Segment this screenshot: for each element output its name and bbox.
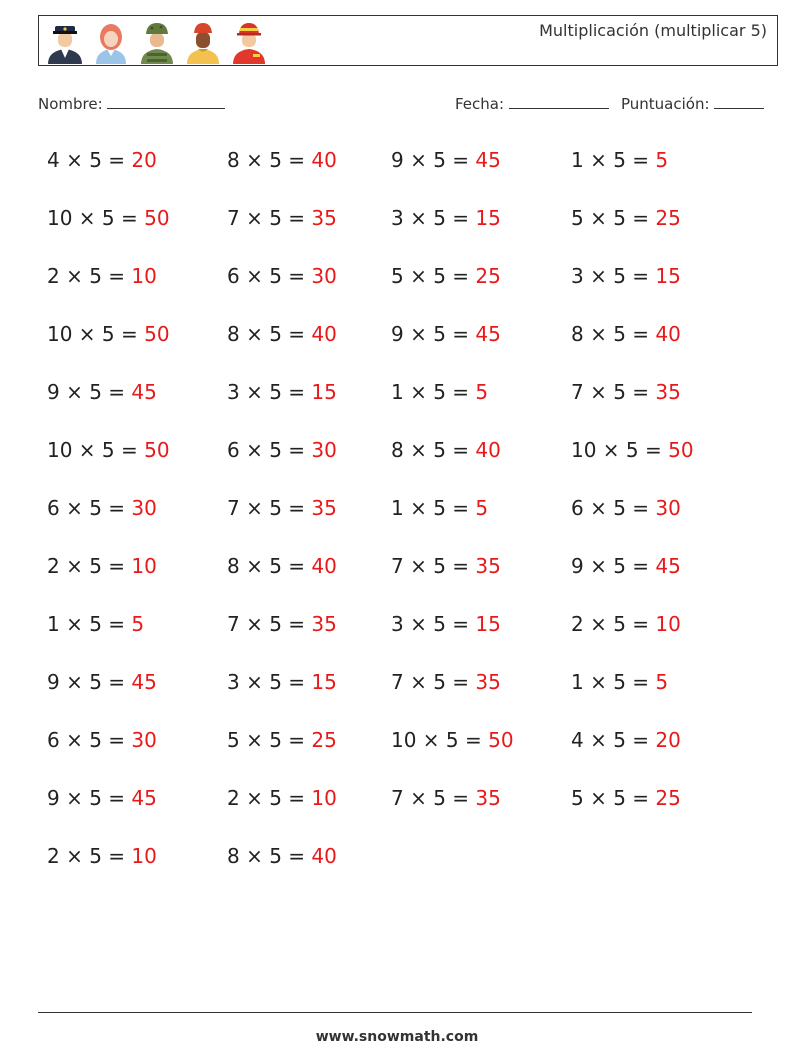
name-label: Nombre: [38, 95, 103, 113]
problem-question: 3 × 5 = [391, 206, 470, 230]
problem-answer: 30 [131, 728, 157, 752]
problem-answer: 10 [131, 554, 157, 578]
problem-question: 1 × 5 = [391, 496, 470, 520]
problem-question: 1 × 5 = [571, 148, 650, 172]
problem-item [47, 612, 144, 636]
problem-item [571, 728, 681, 752]
problem-item [391, 322, 501, 346]
problem-question: 7 × 5 = [391, 670, 470, 694]
problem-answer: 50 [144, 322, 170, 346]
problem-question: 7 × 5 = [571, 380, 650, 404]
problem-question: 6 × 5 = [227, 438, 306, 462]
problem-item [571, 264, 681, 288]
problem-question: 10 × 5 = [47, 206, 138, 230]
problem-answer: 40 [311, 554, 337, 578]
date-field [455, 94, 609, 113]
problem-question: 10 × 5 = [47, 438, 138, 462]
problem-question: 8 × 5 = [227, 554, 306, 578]
problem-answer: 15 [475, 206, 501, 230]
problem-question: 9 × 5 = [47, 380, 126, 404]
problem-answer: 25 [655, 786, 681, 810]
problem-answer: 35 [311, 496, 337, 520]
problem-answer: 40 [311, 844, 337, 868]
name-blank[interactable] [107, 94, 225, 109]
problem-question: 1 × 5 = [47, 612, 126, 636]
problem-question: 8 × 5 = [391, 438, 470, 462]
problem-question: 2 × 5 = [47, 844, 126, 868]
problem-answer: 45 [131, 670, 157, 694]
problem-question: 7 × 5 = [227, 206, 306, 230]
problem-answer: 50 [668, 438, 694, 462]
problem-item [391, 206, 501, 230]
problem-question: 6 × 5 = [47, 496, 126, 520]
problem-question: 2 × 5 = [571, 612, 650, 636]
problem-question: 10 × 5 = [571, 438, 662, 462]
date-label: Fecha: [455, 95, 505, 113]
problem-question: 7 × 5 = [391, 554, 470, 578]
problem-question: 5 × 5 = [227, 728, 306, 752]
problem-question: 9 × 5 = [571, 554, 650, 578]
problem-item [571, 496, 681, 520]
problem-question: 8 × 5 = [227, 148, 306, 172]
problem-answer: 20 [655, 728, 681, 752]
problem-item [571, 554, 681, 578]
problem-answer: 50 [144, 206, 170, 230]
problem-item [47, 380, 157, 404]
problem-item [391, 264, 501, 288]
problem-answer: 40 [475, 438, 501, 462]
problem-item [227, 380, 337, 404]
problem-item [47, 322, 170, 346]
problem-item [227, 844, 337, 868]
problem-item [571, 670, 668, 694]
problem-item [47, 264, 157, 288]
problem-question: 3 × 5 = [227, 380, 306, 404]
score-blank[interactable] [714, 94, 764, 109]
problem-question: 8 × 5 = [227, 844, 306, 868]
problem-answer: 25 [475, 264, 501, 288]
problem-answer: 5 [131, 612, 145, 636]
problem-question: 7 × 5 = [227, 612, 306, 636]
soldier-icon [137, 18, 177, 64]
problem-item [227, 206, 337, 230]
woman-icon [91, 18, 131, 64]
problem-answer: 40 [311, 322, 337, 346]
problem-item [391, 438, 501, 462]
problem-item [227, 322, 337, 346]
problem-item [391, 496, 488, 520]
problem-answer: 30 [311, 264, 337, 288]
problem-question: 7 × 5 = [227, 496, 306, 520]
problem-answer: 40 [655, 322, 681, 346]
worker-icon [183, 18, 223, 64]
problem-answer: 15 [655, 264, 681, 288]
problem-question: 9 × 5 = [47, 786, 126, 810]
problem-question: 5 × 5 = [571, 786, 650, 810]
problem-answer: 20 [131, 148, 157, 172]
problem-question: 2 × 5 = [47, 554, 126, 578]
problem-answer: 35 [311, 206, 337, 230]
score-label: Puntuación: [621, 95, 710, 113]
police-officer-icon [45, 18, 85, 64]
problem-item [47, 206, 170, 230]
problem-question: 2 × 5 = [47, 264, 126, 288]
problem-question: 4 × 5 = [47, 148, 126, 172]
problem-answer: 45 [131, 786, 157, 810]
name-field [38, 94, 225, 113]
problem-answer: 25 [311, 728, 337, 752]
problem-answer: 35 [475, 554, 501, 578]
problem-item [47, 670, 157, 694]
problem-answer: 45 [655, 554, 681, 578]
problem-item [391, 670, 501, 694]
problem-answer: 15 [311, 380, 337, 404]
problem-answer: 25 [655, 206, 681, 230]
problem-answer: 10 [131, 844, 157, 868]
problem-question: 8 × 5 = [227, 322, 306, 346]
footer-url: www.snowmath.com [315, 1029, 479, 1045]
score-field [621, 94, 764, 113]
problem-answer: 10 [655, 612, 681, 636]
problem-item [571, 380, 681, 404]
problem-question: 1 × 5 = [391, 380, 470, 404]
problem-item [571, 786, 681, 810]
problem-question: 6 × 5 = [227, 264, 306, 288]
problem-item [227, 264, 337, 288]
problem-question: 6 × 5 = [571, 496, 650, 520]
problem-item [571, 206, 681, 230]
problem-item [227, 786, 337, 810]
problem-answer: 15 [475, 612, 501, 636]
problem-answer: 15 [311, 670, 337, 694]
problem-answer: 10 [311, 786, 337, 810]
problem-question: 1 × 5 = [571, 670, 650, 694]
problem-item [227, 496, 337, 520]
problem-answer: 35 [311, 612, 337, 636]
problem-item [571, 148, 668, 172]
problem-question: 9 × 5 = [391, 148, 470, 172]
problem-answer: 10 [131, 264, 157, 288]
problem-item [47, 844, 157, 868]
problem-answer: 5 [655, 670, 669, 694]
worksheet-header [38, 15, 778, 66]
problem-question: 9 × 5 = [47, 670, 126, 694]
problem-item [47, 554, 157, 578]
problem-question: 3 × 5 = [391, 612, 470, 636]
worksheet-title: Multiplicación (multiplicar 5) [539, 21, 767, 40]
problem-item [227, 670, 337, 694]
problem-item [47, 496, 157, 520]
firefighter-icon [229, 18, 269, 64]
problem-item [571, 612, 681, 636]
problem-question: 10 × 5 = [47, 322, 138, 346]
problem-question: 8 × 5 = [571, 322, 650, 346]
problem-question: 10 × 5 = [391, 728, 482, 752]
problem-answer: 30 [311, 438, 337, 462]
problem-item [47, 728, 157, 752]
problem-item [571, 438, 694, 462]
problem-question: 5 × 5 = [571, 206, 650, 230]
problem-question: 5 × 5 = [391, 264, 470, 288]
problem-question: 7 × 5 = [391, 786, 470, 810]
problem-item [391, 786, 501, 810]
problem-item [47, 148, 157, 172]
problem-item [571, 322, 681, 346]
problem-answer: 45 [131, 380, 157, 404]
footer-divider [38, 1012, 752, 1013]
problem-item [227, 148, 337, 172]
problem-item [391, 380, 488, 404]
problem-item [391, 148, 501, 172]
problem-question: 4 × 5 = [571, 728, 650, 752]
date-blank[interactable] [509, 94, 609, 109]
problem-answer: 35 [475, 670, 501, 694]
problem-question: 2 × 5 = [227, 786, 306, 810]
problem-item [227, 554, 337, 578]
problem-answer: 30 [131, 496, 157, 520]
problem-item [227, 728, 337, 752]
problem-answer: 5 [475, 380, 489, 404]
problem-item [391, 612, 501, 636]
problem-question: 3 × 5 = [571, 264, 650, 288]
problem-answer: 45 [475, 148, 501, 172]
problem-answer: 5 [475, 496, 489, 520]
problem-question: 9 × 5 = [391, 322, 470, 346]
problem-answer: 50 [144, 438, 170, 462]
problem-item [391, 728, 514, 752]
problem-answer: 50 [488, 728, 514, 752]
problem-answer: 45 [475, 322, 501, 346]
problem-answer: 5 [655, 148, 669, 172]
problem-question: 3 × 5 = [227, 670, 306, 694]
problem-item [47, 786, 157, 810]
problem-answer: 35 [475, 786, 501, 810]
problem-question: 6 × 5 = [47, 728, 126, 752]
problem-item [47, 438, 170, 462]
problem-item [227, 438, 337, 462]
problem-item [227, 612, 337, 636]
problem-answer: 35 [655, 380, 681, 404]
problem-answer: 30 [655, 496, 681, 520]
problem-item [391, 554, 501, 578]
problem-answer: 40 [311, 148, 337, 172]
